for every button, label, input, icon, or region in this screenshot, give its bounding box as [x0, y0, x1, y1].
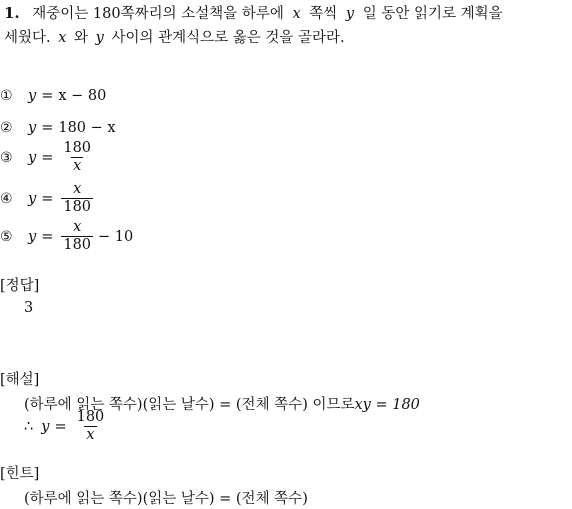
option-2[interactable]	[0, 120, 116, 136]
option-3-fraction	[61, 141, 93, 174]
answer-value: 3	[24, 300, 34, 316]
option-1-marker: ①	[0, 88, 13, 104]
option-2-rhs: 180 − x	[58, 120, 116, 136]
question-line-2	[4, 26, 345, 47]
question-text-part-5: 와	[74, 30, 89, 46]
option-3-equals: =	[41, 149, 54, 166]
option-1-equals: =	[41, 88, 54, 104]
therefore-symbol: ∴	[24, 418, 34, 435]
variable-y: y	[345, 6, 355, 22]
option-3-marker: ③	[0, 149, 13, 166]
question-text-part-3: 일 동안 읽기로 계획을	[362, 6, 503, 22]
option-3-denominator: x	[73, 158, 82, 175]
option-5-equals: =	[41, 228, 54, 245]
option-2-equals: =	[41, 120, 54, 136]
explanation-label: [해설]	[0, 372, 40, 388]
option-4-equals: =	[41, 190, 54, 207]
option-4-denominator: 180	[63, 199, 92, 216]
option-4-numerator: x	[73, 181, 82, 197]
option-4-marker: ④	[0, 190, 13, 207]
variable-x: x	[292, 6, 301, 22]
option-3-numerator: 180	[63, 140, 92, 156]
explanation-denominator: x	[86, 427, 95, 444]
explanation-line-2	[24, 410, 109, 443]
option-1-rhs: x − 80	[58, 88, 107, 104]
option-2-lhs: y	[28, 120, 37, 136]
variable-x: x	[58, 30, 67, 46]
explanation-lhs: y	[41, 418, 50, 435]
option-3[interactable]	[0, 141, 96, 174]
option-5-lhs: y	[28, 228, 37, 245]
question-text-part-6: 사이의 관계식으로 옳은 것을 골라라.	[111, 30, 345, 46]
option-5-marker: ⑤	[0, 228, 13, 245]
question-text-part-4: 세웠다.	[4, 30, 51, 46]
explanation-text: (하루에 읽는 쪽수)(읽는 날수) = (전체 쪽수) 이므로	[24, 397, 355, 413]
option-4-fraction	[61, 182, 93, 215]
option-5-denominator: 180	[63, 237, 92, 254]
option-5-tail: − 10	[98, 228, 134, 245]
option-5-fraction	[61, 220, 93, 253]
option-4-lhs: y	[28, 190, 37, 207]
question-line-1	[4, 2, 503, 23]
option-4[interactable]	[0, 182, 96, 215]
option-1[interactable]	[0, 88, 106, 104]
option-2-marker: ②	[0, 120, 13, 136]
question-text-part-2: 쪽씩	[309, 6, 338, 22]
option-5-numerator: x	[73, 219, 82, 235]
option-1-lhs: y	[28, 88, 37, 104]
variable-y: y	[95, 30, 104, 46]
option-5[interactable]	[0, 220, 133, 253]
hint-text: (하루에 읽는 쪽수)(읽는 날수) = (전체 쪽수)	[24, 491, 308, 507]
explanation-equation: xy = 180	[354, 397, 420, 413]
explanation-numerator: 180	[76, 409, 105, 425]
option-3-lhs: y	[28, 149, 37, 166]
explanation-equals: =	[54, 418, 67, 435]
hint-label: [힌트]	[0, 466, 40, 482]
question-number: 1.	[4, 4, 20, 22]
answer-label: [정답]	[0, 278, 40, 294]
question-text-part-1: 재중이는 180쪽짜리의 소설책을 하루에	[32, 6, 284, 22]
explanation-fraction	[75, 410, 107, 443]
